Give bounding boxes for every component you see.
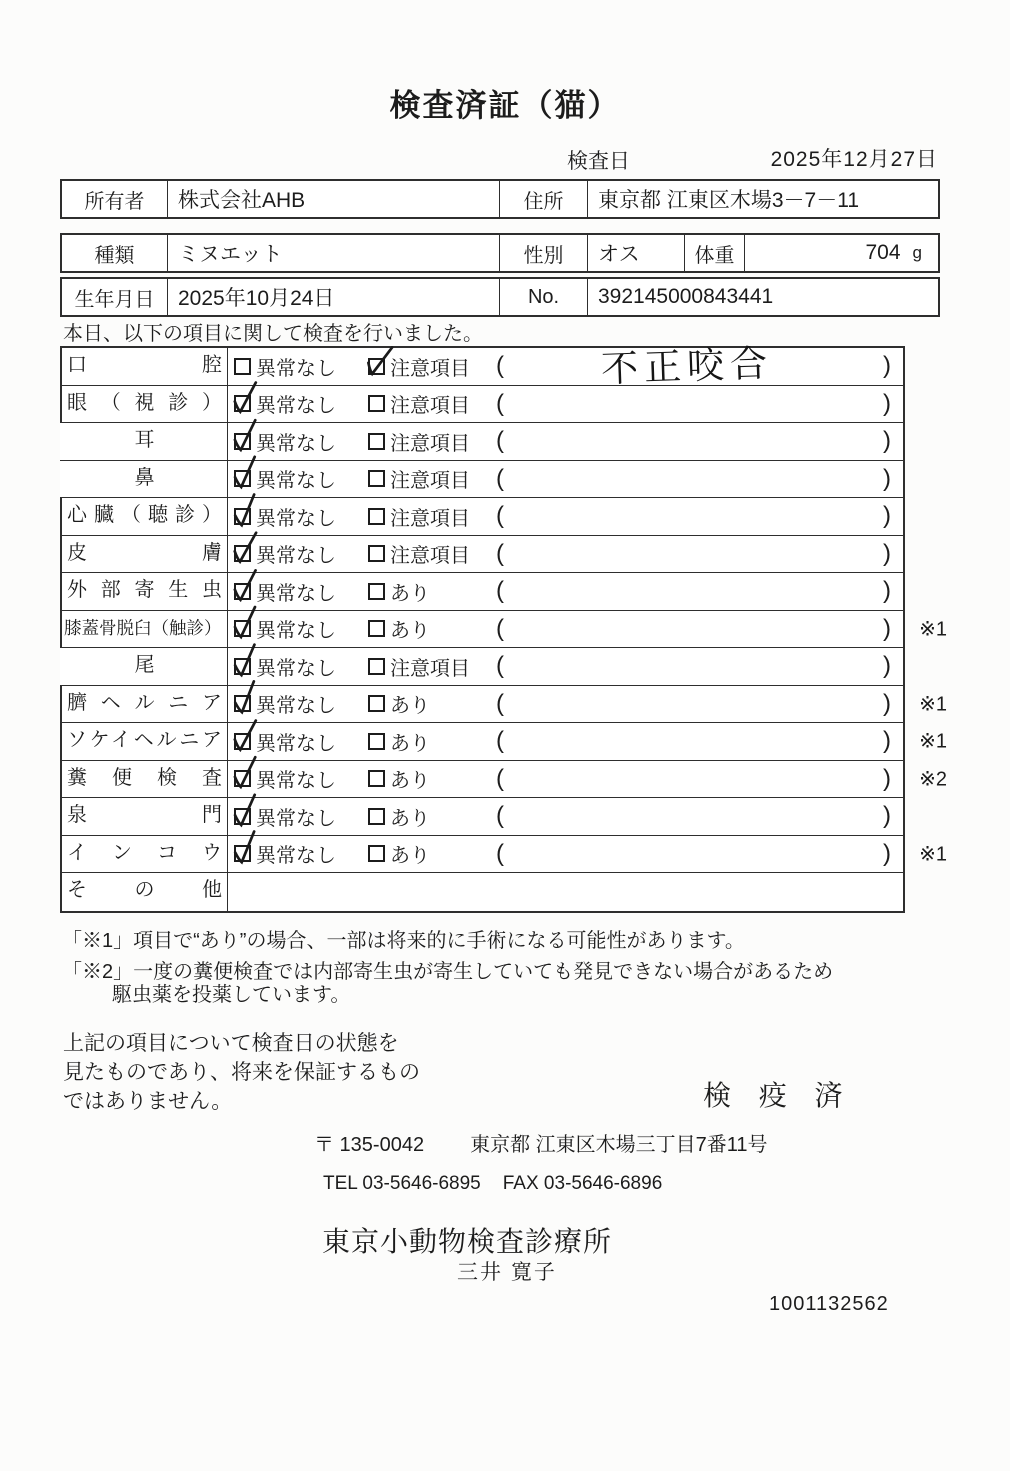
exam-option [234, 652, 368, 681]
exam-option-label: 異常なし [256, 470, 336, 493]
inspection-date-label: 検査日 [567, 150, 630, 173]
checkbox-attention [368, 808, 385, 825]
open-paren-text: ( [496, 389, 504, 417]
paren-field [496, 802, 903, 830]
exam-option [234, 502, 368, 531]
exam-row [60, 498, 903, 536]
intro-text: 本日、以下の項目に関して検査を行いました。 [63, 323, 483, 345]
exam-option [368, 839, 496, 868]
open-paren-text: ( [496, 802, 504, 830]
exam-option-label: あり [390, 620, 430, 643]
address-label: 住所 [499, 181, 587, 217]
checkbox-no-abnormality-checked [234, 658, 251, 675]
birth-row [60, 277, 940, 317]
exam-option-label: 異常なし [256, 845, 336, 868]
exam-option [234, 727, 368, 756]
id-number-label: No. [499, 279, 587, 315]
exam-option [368, 352, 496, 381]
checkbox-attention-checked [368, 358, 385, 375]
exam-option-label: 異常なし [256, 507, 336, 530]
checkbox-no-abnormality-checked [234, 770, 251, 787]
checkbox-attention [368, 770, 385, 787]
exam-item-label: ソケイヘルニア [60, 723, 228, 760]
disclaimer-line: 上記の項目について検査日の状態を [63, 1032, 399, 1055]
exam-row-body [228, 873, 903, 911]
checkbox-no-abnormality-checked [234, 583, 251, 600]
sex-value: オス [587, 235, 684, 271]
exam-option-label: 異常なし [256, 657, 336, 680]
exam-row-body [228, 798, 903, 835]
paren-field [496, 652, 903, 680]
exam-option [368, 464, 496, 493]
exam-option [234, 614, 368, 643]
exam-row [60, 873, 903, 911]
exam-option-label: 異常なし [256, 620, 336, 643]
exam-row-body [228, 461, 903, 498]
inspection-date-value: 2025年12月27日 [770, 148, 938, 171]
paren-field [496, 540, 903, 568]
exam-row-body [228, 386, 903, 423]
exam-item-label: 尾 [60, 648, 228, 685]
address-value: 東京都 江東区木場3－7－11 [587, 181, 938, 217]
exam-option [234, 802, 368, 831]
checkbox-no-abnormality-checked [234, 845, 251, 862]
checkbox-attention [368, 620, 385, 637]
exam-row-body [228, 343, 903, 390]
checkbox-no-abnormality-checked [234, 620, 251, 637]
footnote-1: 「※1」項目で“あり”の場合、一部は将来的に手術になる可能性があります。 [62, 930, 745, 952]
open-paren-text: ( [496, 652, 504, 680]
exam-row-body [228, 761, 903, 798]
close-paren-text: ) [883, 389, 891, 417]
close-paren-text: ) [883, 352, 891, 380]
close-paren-text: ) [883, 652, 891, 680]
open-paren-text: ( [496, 727, 504, 755]
exam-option-label: 注意項目 [390, 470, 470, 493]
close-paren-text: ) [883, 689, 891, 717]
exam-row [60, 611, 947, 649]
open-paren-text: ( [496, 614, 504, 642]
open-paren-text: ( [496, 577, 504, 605]
exam-item-label: 糞便検査 [60, 761, 228, 798]
exam-row-body [228, 498, 903, 535]
checkbox-no-abnormality-checked [234, 508, 251, 525]
exam-item-label: 外部寄生虫 [60, 573, 228, 610]
checkbox-attention [368, 733, 385, 750]
close-paren-text: ) [883, 802, 891, 830]
handwritten-finding: 不正咬合 [600, 343, 775, 390]
exam-option [368, 614, 496, 643]
exam-item-label: 眼（視診） [60, 386, 228, 423]
paren-field [496, 343, 903, 390]
open-paren-text: ( [496, 689, 504, 717]
exam-option-label: あり [390, 732, 430, 755]
exam-row [60, 461, 903, 499]
exam-option [234, 539, 368, 568]
checkbox-attention [368, 583, 385, 600]
exam-option-label: 異常なし [256, 432, 336, 455]
exam-option [234, 464, 368, 493]
exam-item-label: 臍ヘルニア [60, 686, 228, 723]
paren-field [496, 615, 903, 643]
id-number-value: 392145000843441 [587, 279, 938, 315]
exam-row-body [228, 836, 903, 873]
clinic-fax: FAX 03-5646-6896 [502, 1173, 663, 1194]
open-paren-text: ( [496, 539, 504, 567]
reference-mark: ※1 [919, 843, 947, 866]
exam-option [368, 652, 496, 681]
exam-option [234, 427, 368, 456]
reference-mark: ※2 [919, 768, 947, 791]
exam-item-label: 鼻 [60, 461, 228, 498]
exam-row [60, 648, 903, 686]
exam-item-label: 泉門 [60, 798, 228, 835]
exam-row-body [228, 536, 903, 573]
exam-row-body [228, 611, 903, 648]
breed-label: 種類 [94, 244, 135, 267]
close-paren-text: ) [883, 539, 891, 567]
exam-option [234, 577, 368, 606]
exam-option-label: 異常なし [256, 807, 336, 830]
paren-field [496, 577, 903, 605]
reference-mark: ※1 [919, 618, 947, 641]
exam-option [368, 577, 496, 606]
checkbox-no-abnormality-checked [234, 695, 251, 712]
exam-option [368, 802, 496, 831]
exam-item-label: 口腔 [60, 348, 228, 385]
exam-option [368, 539, 496, 568]
checkbox-attention [368, 845, 385, 862]
checkbox-no-abnormality-checked [234, 808, 251, 825]
close-paren-text: ) [883, 427, 891, 455]
exam-row [60, 386, 903, 424]
exam-option-label: あり [390, 582, 430, 605]
exam-item-label: インコウ [60, 836, 228, 873]
exam-option [368, 689, 496, 718]
paren-field [496, 502, 903, 530]
paren-field [496, 840, 903, 868]
reference-mark: ※1 [919, 730, 947, 753]
pet-row [60, 233, 940, 273]
exam-option-label: 異常なし [256, 770, 336, 793]
exam-item-label: 心臓（聴診） [60, 498, 228, 535]
exam-option [234, 764, 368, 793]
close-paren-text: ) [883, 727, 891, 755]
checkbox-no-abnormality [234, 358, 251, 375]
paren-field [496, 727, 903, 755]
exam-option-label: 異常なし [256, 395, 336, 418]
close-paren-text: ) [883, 464, 891, 492]
paren-field [496, 765, 903, 793]
exam-option-label: あり [390, 845, 430, 868]
checkbox-attention [368, 395, 385, 412]
exam-row [60, 723, 947, 761]
checkbox-attention [368, 545, 385, 562]
exam-option-label: 異常なし [256, 732, 336, 755]
checkbox-no-abnormality-checked [234, 545, 251, 562]
checkbox-attention [368, 508, 385, 525]
exam-option [368, 502, 496, 531]
exam-row-body [228, 723, 903, 760]
open-paren-text: ( [496, 839, 504, 867]
checkbox-no-abnormality-checked [234, 395, 251, 412]
exam-option-label: 異常なし [256, 695, 336, 718]
exam-row [60, 343, 903, 390]
disclaimer-line: 見たものであり、将来を保証するもの [63, 1061, 420, 1084]
exam-row [60, 798, 903, 836]
exam-option [368, 764, 496, 793]
reference-mark: ※1 [919, 693, 947, 716]
exam-option-label: 異常なし [256, 545, 336, 568]
exam-option-label: あり [390, 807, 430, 830]
paren-field [496, 390, 903, 418]
exam-option [234, 689, 368, 718]
weight-label: 体重 [684, 235, 744, 271]
exam-option-label: 注意項目 [390, 432, 470, 455]
owner-value: 株式会社AHB [167, 181, 499, 217]
exam-item-label: その他 [60, 873, 228, 911]
exam-option-label: 注意項目 [390, 657, 470, 680]
exam-option [234, 839, 368, 868]
close-paren-text: ) [883, 577, 891, 605]
birthdate-value: 2025年10月24日 [167, 279, 499, 315]
checkbox-attention [368, 695, 385, 712]
clinic-contact-line [323, 1173, 662, 1195]
exam-item-label: 膝蓋骨脱臼（触診） [60, 611, 228, 648]
clinic-address-line [314, 1128, 768, 1157]
clinic-name: 東京小動物検査診療所 [322, 1226, 613, 1257]
exam-option-label: 異常なし [256, 582, 336, 605]
weight-unit: g [912, 243, 922, 262]
paren-field [496, 690, 903, 718]
close-paren-text: ) [883, 764, 891, 792]
quarantine-stamp-text: 検 疫 済 [703, 1080, 853, 1111]
disclaimer-text [63, 1029, 420, 1116]
checkbox-no-abnormality-checked [234, 733, 251, 750]
close-paren-text: ) [883, 502, 891, 530]
open-paren-text: ( [496, 464, 504, 492]
exam-option [368, 727, 496, 756]
exam-row-body [228, 423, 903, 460]
birthdate-label: 生年月日 [74, 288, 155, 311]
page-title: 検査済証（猫） [389, 88, 621, 123]
exam-row-body [228, 686, 903, 723]
owner-label: 所有者 [84, 190, 145, 213]
close-paren-text: ) [883, 839, 891, 867]
exam-option [368, 389, 496, 418]
serial-number: 1001132562 [769, 1293, 889, 1315]
disclaimer-line: ではありません。 [63, 1090, 233, 1113]
breed-value: ミヌエット [167, 235, 499, 271]
open-paren-text: ( [496, 352, 504, 380]
open-paren-text: ( [496, 764, 504, 792]
exam-option-label: 注意項目 [390, 395, 470, 418]
open-paren-text: ( [496, 427, 504, 455]
exam-item-label: 耳 [60, 423, 228, 460]
owner-row [60, 179, 940, 219]
exam-row-body [228, 648, 903, 685]
exam-option-label: 異常なし [256, 357, 336, 380]
clinic-tel: TEL 03-5646-6895 [323, 1173, 481, 1194]
checkbox-no-abnormality-checked [234, 433, 251, 450]
exam-option-label: 注意項目 [390, 507, 470, 530]
exam-row [60, 761, 947, 799]
exam-row [60, 686, 947, 724]
paren-field [496, 465, 903, 493]
exam-option-label: 注意項目 [390, 357, 470, 380]
checkbox-attention [368, 658, 385, 675]
exam-row [60, 836, 947, 874]
exam-table [60, 343, 947, 913]
paren-field [496, 427, 903, 455]
weight-number: 704 [865, 241, 901, 264]
footnote-2: 「※2」一度の糞便検査では内部寄生虫が寄生していても発見できない場合があるため [62, 961, 834, 983]
exam-row-body [228, 573, 903, 610]
exam-option [234, 352, 368, 381]
exam-option [368, 427, 496, 456]
checkbox-attention [368, 470, 385, 487]
sex-label: 性別 [499, 235, 587, 271]
weight-value [744, 235, 938, 271]
veterinarian-name: 三井 寛子 [457, 1261, 557, 1284]
exam-row [60, 573, 903, 611]
open-paren-text: ( [496, 502, 504, 530]
exam-option-label: あり [390, 770, 430, 793]
exam-option [234, 389, 368, 418]
close-paren-text: ) [883, 614, 891, 642]
exam-row [60, 536, 903, 574]
exam-option-label: 注意項目 [390, 545, 470, 568]
exam-row [60, 423, 903, 461]
exam-option-label: あり [390, 695, 430, 718]
footnote-2-continued: 駆虫薬を投薬しています。 [112, 984, 351, 1006]
checkbox-no-abnormality-checked [234, 470, 251, 487]
clinic-address: 東京都 江東区木場三丁目7番11号 [470, 1134, 768, 1156]
exam-item-label: 皮膚 [60, 536, 228, 573]
postal-code: 〒 135-0042 [314, 1134, 425, 1156]
checkbox-attention [368, 433, 385, 450]
